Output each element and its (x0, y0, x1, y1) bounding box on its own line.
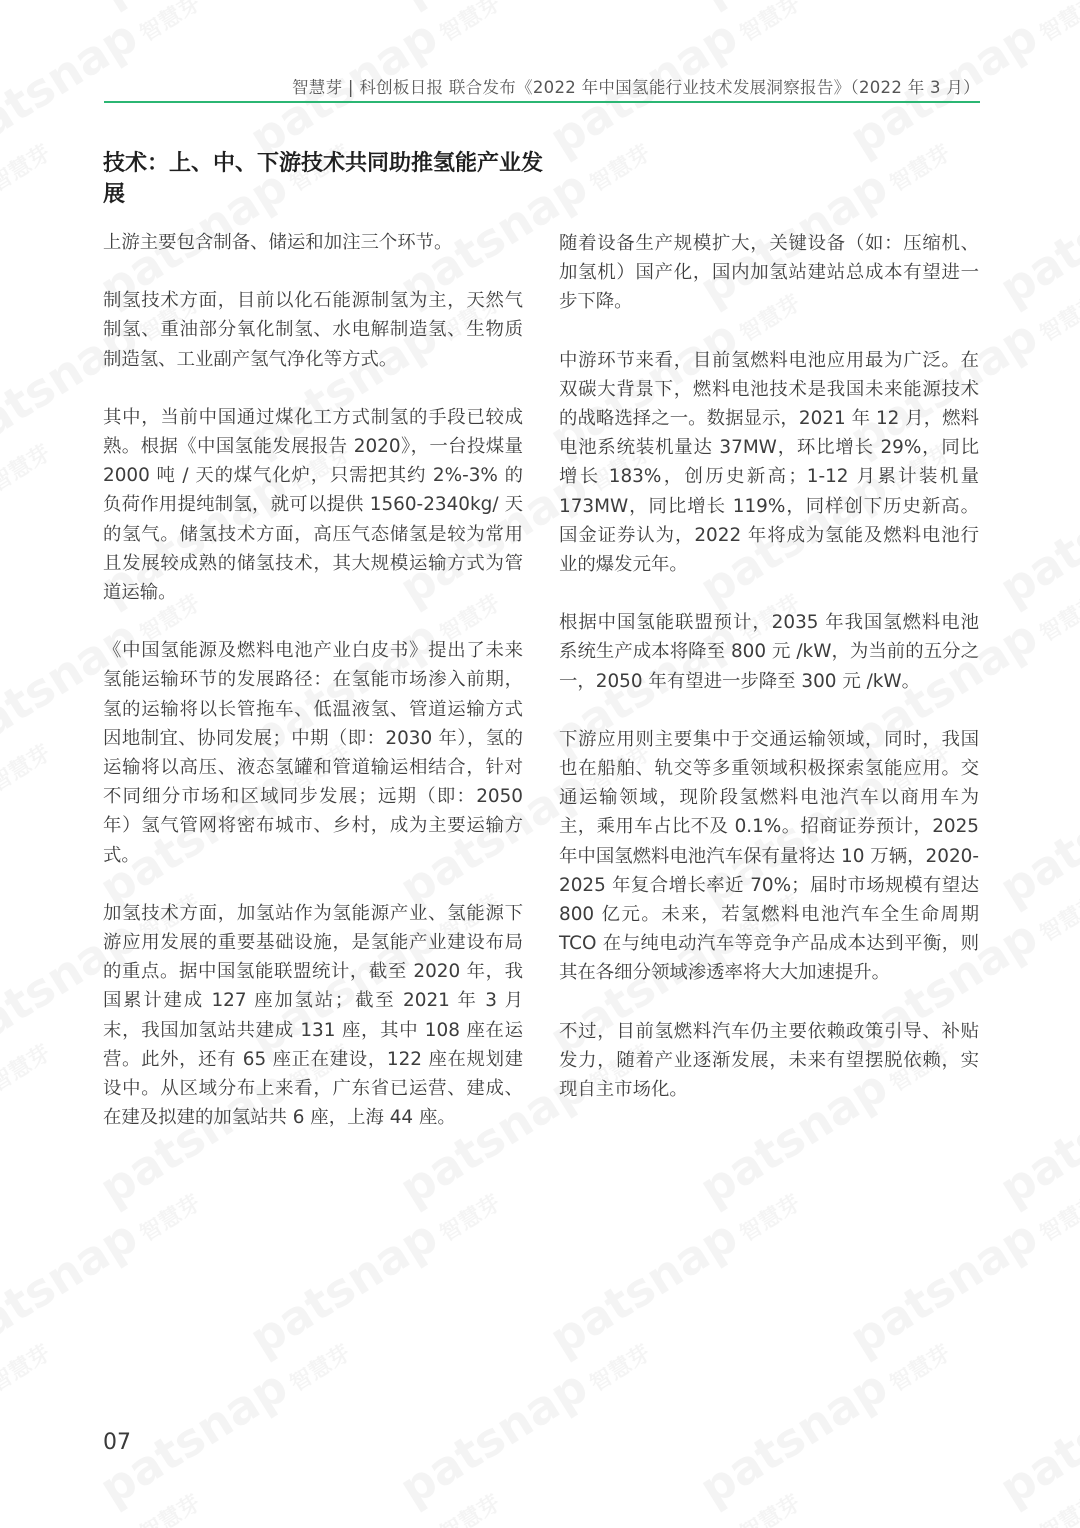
watermark-mark (0, 721, 58, 916)
watermark-mark (690, 0, 958, 16)
watermark-mark (990, 721, 1080, 916)
watermark-mark (690, 1321, 958, 1516)
paragraph: 不过，目前氢燃料汽车仍主要依赖政策引导、补贴发力，随着产业逐渐发展，未来有望摆脱依赖，实现自主市场化。 (559, 1020, 979, 1101)
watermark-mark (0, 1171, 208, 1366)
right-column (559, 229, 979, 1133)
paragraph: 《中国氢能源及燃料电池产业白皮书》提出了未来氢能运输环节的发展路径：在氢能市场渗入前期，氢的运输将以长管拖车、低温液氢、管道运输方式因地制宜、协同发展；中期（即：2030 年），氢的运输将以高压、液态氢罐和管道输运相结合，针对不同细分市场和区域同步发展；远期（即：2050 年）氢气管网将密布城市、乡村，成为主要运输方式。 (103, 640, 523, 866)
watermark-mark (990, 1321, 1080, 1516)
watermark-mark (0, 0, 58, 16)
watermark-mark (240, 1171, 508, 1366)
paragraph: 加氢技术方面，加氢站作为氢能源产业、氢能源下游应用发展的重要基础设施，是氢能产业建设布局的重点。据中国氢能联盟统计，截至 2020 年，我国累计建成 127 座加氢站；截至 2021 年 3 月末，我国加氢站共建成 131 座，其中 108 座在运营。此外，还有 65 座正在建设，122 座在规划建设中。从区域分布上来看，广东省已运营、建成、在建及拟建的加氢站共 6 座，上海 44 座。 (103, 902, 523, 1129)
watermark-mark (840, 1171, 1080, 1366)
watermark-mark (0, 421, 58, 616)
page-number: 07 (103, 1430, 131, 1455)
watermark-mark (0, 1021, 58, 1216)
watermark-mark (90, 0, 358, 16)
header-rule (104, 101, 980, 103)
section-title: 技术：上、中、下游技术共同助推氢能产业发展 (103, 151, 544, 207)
paragraph: 上游主要包含制备、储运和加注三个环节。 (103, 232, 453, 253)
watermark-mark (540, 1171, 808, 1366)
paragraph: 其中，当前中国通过煤化工方式制氢的手段已较成熟。根据《中国氢能发展报告 2020》，一台投煤量 2000 吨 / 天的煤气化炉，只需把其约 2%-3% 的负荷作用提纯制氢，就可以提供 1560-2340kg/ 天的氢气。储氢技术方面，高压气态储氢是较为常用且发展较成熟的储氢技术，其大规模运输方式为管道运输。 (103, 406, 523, 604)
watermark-mark (990, 421, 1080, 616)
watermark-mark (390, 0, 658, 16)
paragraph: 下游应用则主要集中于交通运输领域，同时，我国也在船舶、轨交等多重领域积极探索氢能应用。交通运输领域，现阶段氢燃料电池汽车以商用车为主，乘用车占比不及 0.1%。招商证券预计，2025 年中国氢燃料电池汽车保有量将达 10 万辆，2020-2025 年复合增长率近 70%；届时市场规模有望达 800 亿元。未来，若氢燃料电池汽车全生命周期 TCO 在与纯电动汽车等竞争产品成本达到平衡，则其在各细分领域渗透率将大大加速提升。 (559, 728, 979, 984)
watermark-mark (90, 1321, 358, 1516)
watermark-mark (0, 1321, 58, 1516)
left-column (103, 228, 523, 1161)
paragraph: 根据中国氢能联盟预计，2035 年我国氢燃料电池系统生产成本将降至 800 元 /kW，为当前的五分之一，2050 年有望进一步降至 300 元 /kW。 (559, 612, 979, 692)
watermark-mark (0, 1471, 208, 1528)
watermark-mark (0, 121, 58, 316)
watermark-mark (990, 121, 1080, 316)
watermark-mark (540, 1471, 808, 1528)
watermark-mark (990, 1021, 1080, 1216)
paragraph: 制氢技术方面，目前以化石能源制氢为主，天然气制氢、重油部分氧化制氢、水电解制造氢、生物质制造氢、工业副产氢气净化等方式。 (103, 290, 523, 370)
watermark-mark (390, 1321, 658, 1516)
watermark-mark (240, 1471, 508, 1528)
paragraph: 随着设备生产规模扩大，关键设备（如：压缩机、加氢机）国产化，国内加氢站建站总成本有望进一步下降。 (559, 233, 979, 313)
page-header: 智慧芽 | 科创板日报 联合发布《2022 年中国氢能行业技术发展洞察报告》（2022 年 3 月） (291, 78, 980, 97)
watermark-mark (840, 1471, 1080, 1528)
paragraph: 中游环节来看，目前氢燃料电池应用最为广泛。在双碳大背景下，燃料电池技术是我国未来能源技术的战略选择之一。数据显示，2021 年 12 月，燃料电池系统装机量达 37MW，环比增长 29%，同比增长 183%，创历史新高；1-12 月累计装机量 173MW，同比增长 119%，同样创下历史新高。国金证券认为，2022 年将成为氢能及燃料电池行业的爆发元年。 (559, 349, 979, 576)
